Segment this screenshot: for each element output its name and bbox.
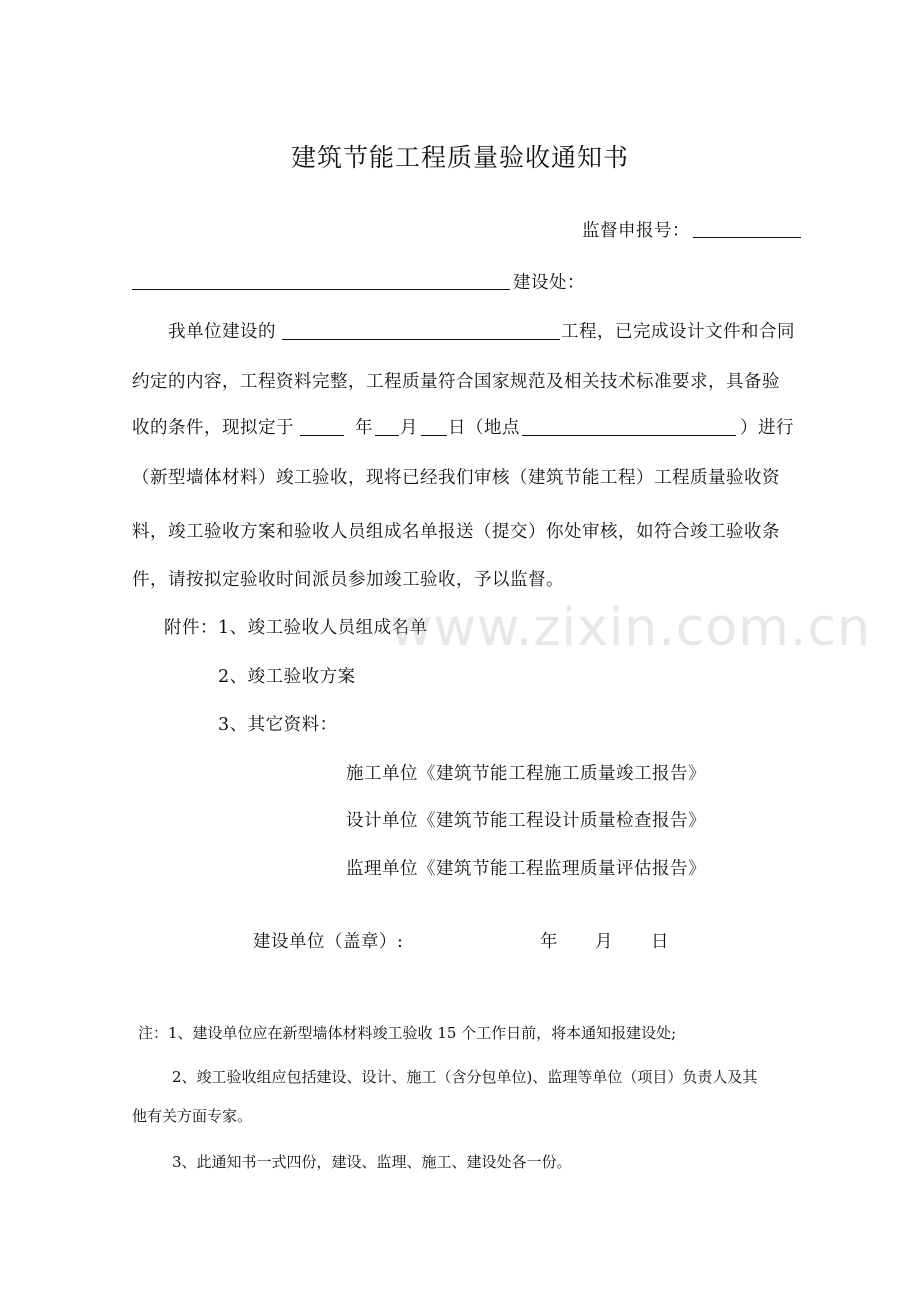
signature-label: 建设单位（盖章）: xyxy=(253,932,404,952)
para-line4: （新型墙体材料）竣工验收，现将已经我们审核（建筑节能工程）工程质量验收资 xyxy=(132,468,780,488)
recipient-suffix: 建设处： xyxy=(513,273,585,293)
location-blank xyxy=(522,417,736,436)
watermark: www.zixin.com.cn xyxy=(390,598,871,658)
para-line3-end: ）进行 xyxy=(740,418,794,438)
attachments-label: 附件： xyxy=(164,618,218,638)
report-supervision: 监理单位《建筑节能工程监理质量评估报告》 xyxy=(346,859,706,879)
report-number-blank xyxy=(693,219,801,238)
year-blank xyxy=(300,417,344,436)
signature-day: 日 xyxy=(651,932,669,952)
day-blank xyxy=(421,417,447,436)
para-line1-end: 工程，已完成设计文件和合同 xyxy=(561,322,795,342)
para-month: 月 xyxy=(400,418,418,438)
para-line5: 料，竣工验收方案和验收人员组成名单报送（提交）你处审核，如符合竣工验收条 xyxy=(132,522,780,542)
para-line1-start: 我单位建设的 xyxy=(168,322,276,342)
signature-year: 年 xyxy=(540,932,558,952)
project-name-blank xyxy=(282,321,560,340)
para-day-location: 日（地点 xyxy=(448,418,520,438)
report-construction: 施工单位《建筑节能工程施工质量竣工报告》 xyxy=(346,764,706,784)
para-line3-start: 收的条件，现拟定于 xyxy=(132,418,294,438)
para-line6: 件，请按拟定验收时间派员参加竣工验收，予以监督。 xyxy=(132,570,564,590)
report-number-label: 监督申报号： xyxy=(582,221,690,241)
attachment-item-1: 1、竣工验收人员组成名单 xyxy=(218,618,428,638)
month-blank xyxy=(375,417,399,436)
note-2b: 他有关方面专家。 xyxy=(132,1107,253,1125)
report-design: 设计单位《建筑节能工程设计质量检查报告》 xyxy=(346,811,706,831)
note-2a: 2、竣工验收组应包括建设、设计、施工（含分包单位)、监理等单位（项目）负责人及其 xyxy=(172,1068,758,1086)
signature-month: 月 xyxy=(595,932,613,952)
para-year: 年 xyxy=(355,418,373,438)
recipient-blank xyxy=(132,271,510,290)
document-title: 建筑节能工程质量验收通知书 xyxy=(290,143,629,172)
attachment-item-3: 3、其它资料： xyxy=(218,715,338,735)
note-3: 3、此通知书一式四份，建设、监理、施工、建设处各一份。 xyxy=(172,1153,572,1171)
para-line2: 约定的内容，工程资料完整，工程质量符合国家规范及相关技术标准要求，具备验 xyxy=(132,372,780,392)
note-1: 注：1、建设单位应在新型墙体材料竣工验收 15 个工作日前，将本通知报建设处; xyxy=(138,1024,677,1042)
attachment-item-2: 2、竣工验收方案 xyxy=(218,667,356,687)
